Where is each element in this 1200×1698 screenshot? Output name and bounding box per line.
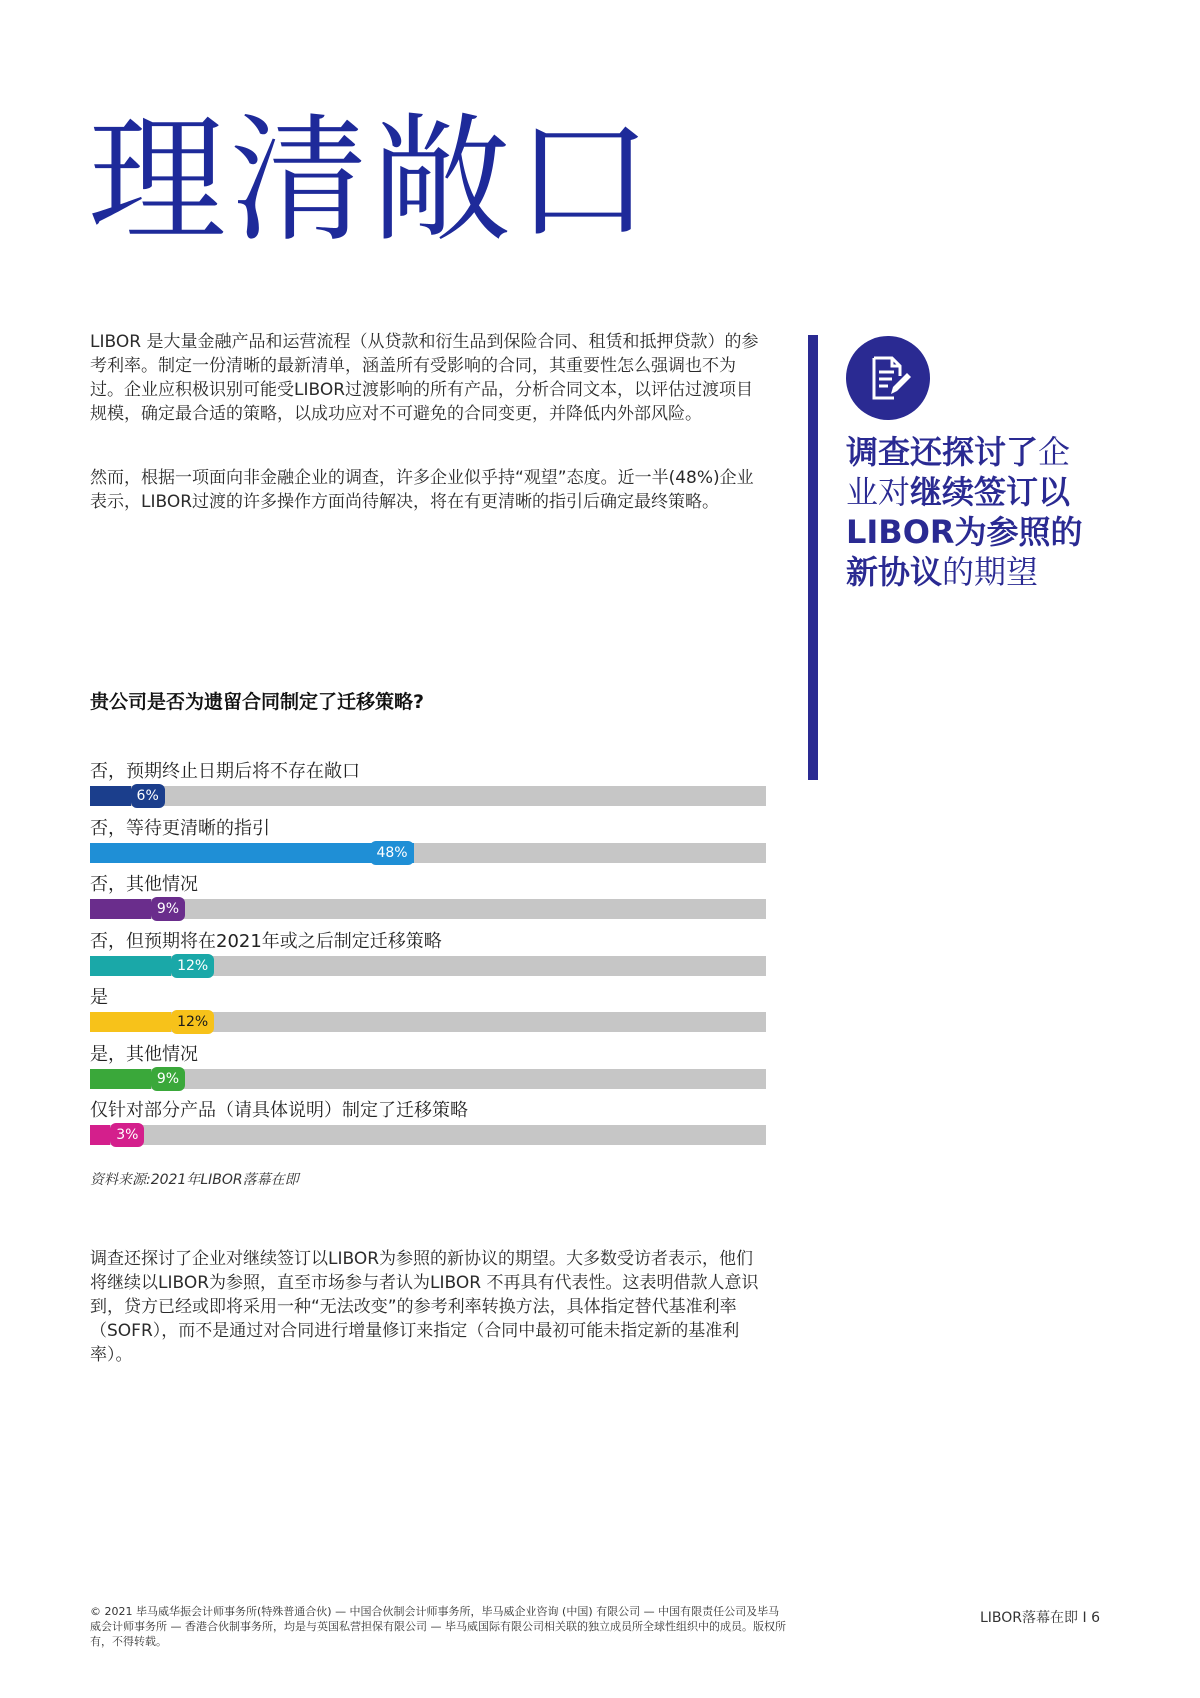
- bar-value-label: 9%: [151, 897, 185, 921]
- sidebar-accent-bar: [808, 335, 818, 780]
- page-title: 理清敞口: [88, 100, 657, 261]
- bar-value-label: 3%: [110, 1123, 144, 1147]
- bar-value-label: 9%: [151, 1067, 185, 1091]
- bar-track: [90, 843, 766, 863]
- bar-fill: [90, 1012, 171, 1032]
- bar-row: [90, 761, 766, 806]
- chart-title: 贵公司是否为遗留合同制定了迁移策略?: [90, 691, 425, 713]
- bar-category-label: 是，其他情况: [90, 1043, 198, 1065]
- bar-row: [90, 931, 766, 976]
- bar-fill: [90, 1069, 151, 1089]
- page-number: LIBOR落幕在即 I 6: [980, 1610, 1100, 1626]
- quote-part-4: 的期望: [942, 553, 1039, 591]
- bar-value-label: 6%: [131, 784, 165, 808]
- bar-track: [90, 786, 766, 806]
- quote-part-3: 继续签订以LIBOR为参照的新协议: [846, 473, 1083, 591]
- bar-value-label: 12%: [171, 954, 214, 978]
- bar-category-label: 否，其他情况: [90, 874, 198, 895]
- bar-fill: [90, 899, 151, 919]
- bar-category-label: 仅针对部分产品（请具体说明）制定了迁移策略: [90, 1100, 468, 1121]
- bar-track: [90, 1012, 766, 1032]
- bar-track: [90, 899, 766, 919]
- bar-row: [90, 987, 766, 1032]
- quote-part-1: 调查还探讨了: [846, 433, 1039, 471]
- bar-fill: [90, 786, 131, 806]
- bar-category-label: 否，等待更清晰的指引: [90, 817, 270, 839]
- bar-value-label: 12%: [171, 1010, 214, 1034]
- bar-row: [90, 1100, 766, 1145]
- copyright-footer: © 2021 毕马威华振会计师事务所(特殊普通合伙) — 中国合伙制会计师事务所，毕马威企业咨询 (中国) 有限公司 — 中国有限责任公司及毕马威会计师事务所 — 香港合伙制事务所，均是与英国私营担保有限公司 — 毕马威国际有限公司相关联的独立成员所全球性组织中的成员。版权所有，不得转载。: [90, 1605, 786, 1648]
- bar-row: [90, 874, 766, 919]
- source-note: 资料来源:2021年LIBOR落幕在即: [90, 1172, 299, 1188]
- bar-track: [90, 956, 766, 976]
- bar-category-label: 是: [90, 987, 108, 1008]
- bar-category-label: 否，预期终止日期后将不存在敞口: [90, 761, 360, 782]
- intro-paragraph-1: LIBOR 是大量金融产品和运营流程（从贷款和衍生品到保险合同、租赁和抵押贷款）的参考利率。制定一份清晰的最新清单，涵盖所有受影响的合同，其重要性怎么强调也不为过。企业应积极识别可能受LIBOR过渡影响的所有产品，分析合同文本，以评估过渡项目规模，确定最合适的策略，以成功应对不可避免的合同变更，并降低内外部风险。: [90, 332, 759, 424]
- sidebar-quote: [846, 432, 1096, 592]
- bar-fill: [90, 843, 414, 863]
- bar-row: [90, 1044, 766, 1089]
- bar-fill: [90, 1125, 110, 1145]
- bar-value-label: 48%: [370, 841, 413, 865]
- bar-category-label: 否，但预期将在2021年或之后制定迁移策略: [90, 930, 442, 952]
- bar-track: [90, 1125, 766, 1145]
- document-edit-icon: [846, 336, 930, 420]
- outro-paragraph: 调查还探讨了企业对继续签订以LIBOR为参照的新协议的期望。大多数受访者表示，他们将继续以LIBOR为参照，直至市场参与者认为LIBOR 不再具有代表性。这表明借款人意识到，贷方已经或即将采用一种“无法改变”的参考利率转换方法，具体指定替代基准利率（SOFR），而不是通过对合同进行增量修订来指定（合同中最初可能未指定新的基准利率）。: [90, 1249, 759, 1365]
- bar-fill: [90, 956, 171, 976]
- bar-row: [90, 818, 766, 863]
- quote-part-2: 企业对: [846, 433, 1071, 511]
- intro-paragraph-2: 然而，根据一项面向非金融企业的调查，许多企业似乎持“观望”态度。近一半(48%)企业表示，LIBOR过渡的许多操作方面尚待解决，将在有更清晰的指引后确定最终策略。: [90, 468, 754, 512]
- bar-track: [90, 1069, 766, 1089]
